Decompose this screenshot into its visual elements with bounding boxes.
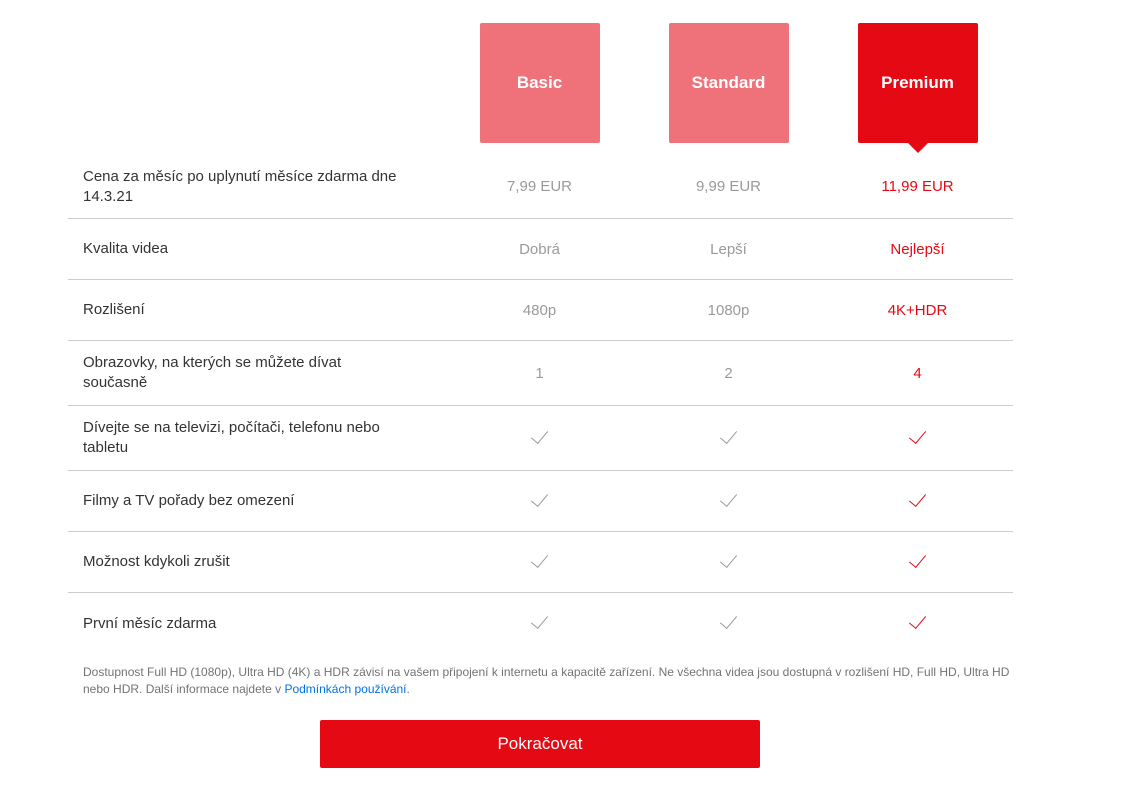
feature-cell	[445, 493, 634, 510]
value-cell: 4K+HDR	[887, 301, 948, 319]
check-icon	[531, 488, 548, 506]
table-row	[68, 219, 1013, 280]
footnote-text: Dostupnost Full HD (1080p), Ultra HD (4K) a HDR závisí na vašem připojení k internetu a kapacitě zařízení. Ne všechna videa jsou dostupná v rozlišení HD, Full HD, Ultra HD nebo HDR. Další informace najdete v	[83, 665, 1010, 696]
plan-column	[823, 23, 1012, 143]
value-cell: 1080p	[707, 301, 750, 319]
feature-label: Cena za měsíc po uplynutí měsíce zdarma dne 14.3.21	[83, 167, 397, 205]
plan-column	[445, 23, 634, 143]
feature-cell	[823, 493, 1012, 510]
check-icon	[720, 611, 737, 629]
check-icon	[720, 549, 737, 567]
table-row	[68, 471, 1013, 532]
continue-button[interactable]: Pokračovat	[320, 720, 760, 768]
value-cell: Lepší	[710, 240, 747, 258]
plan-card-basic[interactable]: Basic	[480, 23, 600, 143]
table-row	[68, 280, 1013, 341]
plan-card-standard[interactable]: Standard	[669, 23, 789, 143]
value-cell: 480p	[522, 301, 557, 319]
feature-cell	[823, 554, 1012, 571]
feature-label: Dívejte se na televizi, počítači, telefonu nebo tabletu	[83, 419, 380, 456]
value-cell: 7,99 EUR	[506, 178, 573, 195]
footnote-end: .	[406, 682, 410, 696]
feature-label: Kvalita videa	[83, 240, 169, 257]
plan-cards	[445, 23, 1012, 143]
value-cell: Nejlepší	[890, 240, 945, 258]
table-row	[68, 341, 1013, 406]
check-icon	[531, 549, 548, 567]
feature-cell	[823, 430, 1012, 447]
check-icon	[531, 425, 548, 443]
value-cell: 2	[724, 364, 733, 382]
feature-cell	[445, 615, 634, 632]
feature-cell	[445, 430, 634, 447]
terms-link[interactable]: Podmínkách používání	[284, 682, 407, 696]
check-icon	[909, 488, 926, 506]
value-cell: Dobrá	[519, 240, 560, 258]
feature-cell	[634, 554, 823, 571]
plan-card-premium[interactable]: Premium	[858, 23, 978, 143]
feature-cell	[445, 554, 634, 571]
check-icon	[909, 611, 926, 629]
value-cell: 11,99 EUR	[881, 178, 954, 195]
feature-label: Obrazovky, na kterých se můžete dívat současně	[83, 354, 342, 391]
plan-column	[634, 23, 823, 143]
feature-cell	[634, 493, 823, 510]
plan-comparison-table	[68, 155, 1013, 654]
table-row	[68, 532, 1013, 593]
table-row	[68, 155, 1013, 219]
feature-label: První měsíc zdarma	[83, 614, 217, 632]
value-cell: 1	[535, 364, 544, 382]
check-icon	[909, 425, 926, 443]
feature-label: Rozlišení	[83, 301, 145, 318]
check-icon	[720, 425, 737, 443]
feature-label: Možnost kdykoli zrušit	[83, 553, 230, 570]
check-icon	[720, 488, 737, 506]
table-row	[68, 406, 1013, 471]
feature-cell	[823, 615, 1012, 632]
feature-label: Filmy a TV pořady bez omezení	[83, 492, 295, 509]
table-row	[68, 593, 1013, 654]
check-icon	[531, 611, 548, 629]
feature-cell	[634, 615, 823, 632]
feature-cell	[634, 430, 823, 447]
check-icon	[909, 549, 926, 567]
value-cell: 9,99 EUR	[695, 178, 762, 195]
footnote	[83, 664, 1013, 698]
value-cell: 4	[913, 364, 922, 382]
